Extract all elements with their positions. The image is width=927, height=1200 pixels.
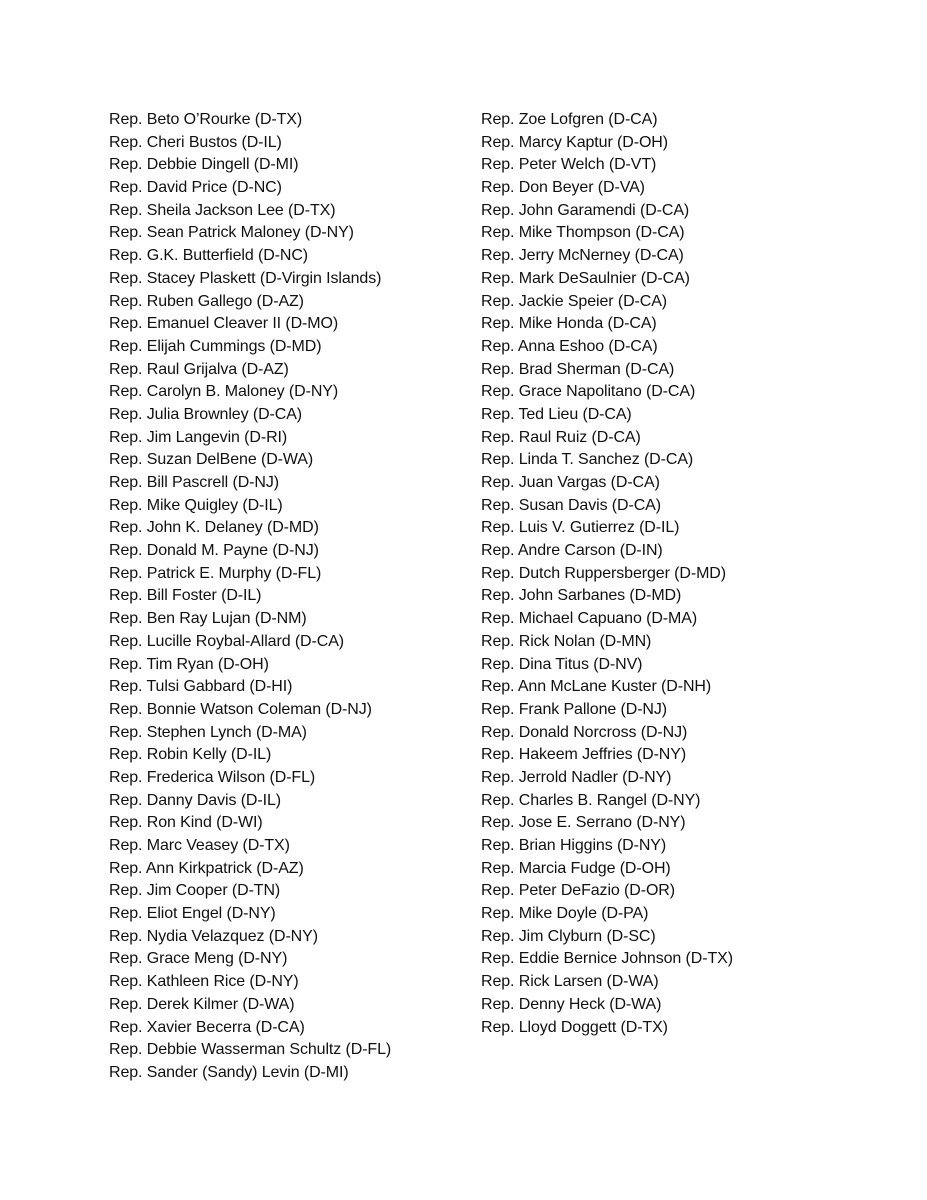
representative-list-item: Rep. G.K. Butterfield (D-NC) xyxy=(109,247,309,265)
representative-list-item: Rep. John K. Delaney (D-MD) xyxy=(109,519,319,537)
representative-list-item: Rep. Stacey Plaskett (D-Virgin Islands) xyxy=(109,269,382,287)
representative-list-item: Rep. David Price (D-NC) xyxy=(109,179,282,197)
representative-list-item: Rep. Rick Larsen (D-WA) xyxy=(481,973,659,991)
representative-list-item: Rep. Donald Norcross (D-NJ) xyxy=(481,723,688,741)
representative-list-item: Rep. Jose E. Serrano (D-NY) xyxy=(481,814,686,832)
representative-list-item: Rep. Dutch Ruppersberger (D-MD) xyxy=(481,564,726,582)
representative-list-item: Rep. Susan Davis (D-CA) xyxy=(481,496,661,514)
representative-list-item: Rep. Danny Davis (D-IL) xyxy=(109,791,281,809)
representative-list-item: Rep. Ruben Gallego (D-AZ) xyxy=(109,292,304,310)
representative-list-item: Rep. Marc Veasey (D-TX) xyxy=(109,837,290,854)
representative-list-item: Rep. Lloyd Doggett (D-TX) xyxy=(481,1018,668,1036)
representative-list-item: Rep. Denny Heck (D-WA) xyxy=(481,995,662,1013)
representative-list-item: Rep. Kathleen Rice (D-NY) xyxy=(109,973,299,991)
representative-list-item: Rep. Nydia Velazquez (D-NY) xyxy=(109,927,318,945)
representative-list-item: Rep. Andre Carson (D-IN) xyxy=(481,542,663,560)
representative-list-item: Rep. Sheila Jackson Lee (D-TX) xyxy=(109,201,336,219)
representative-list-item: Rep. Mike Quigley (D-IL) xyxy=(109,496,283,514)
representative-list-item: Rep. Michael Capuano (D-MA) xyxy=(481,610,698,628)
representative-list-item: Rep. Tulsi Gabbard (D-HI) xyxy=(109,678,293,696)
representative-list-item: Rep. Raul Grijalva (D-AZ) xyxy=(109,360,289,378)
representative-list-item: Rep. Zoe Lofgren (D-CA) xyxy=(481,111,658,128)
representative-list-item: Rep. Mark DeSaulnier (D-CA) xyxy=(481,269,690,287)
representative-list-item: Rep. Grace Napolitano (D-CA) xyxy=(481,383,696,401)
representative-list-item: Rep. Xavier Becerra (D-CA) xyxy=(109,1018,305,1036)
representative-list-item: Rep. Marcy Kaptur (D-OH) xyxy=(481,133,668,151)
representative-list-item: Rep. Raul Ruiz (D-CA) xyxy=(481,428,641,446)
representative-list-item: Rep. Robin Kelly (D-IL) xyxy=(109,746,272,764)
representative-list-item: Rep. Sander (Sandy) Levin (D-MI) xyxy=(109,1063,349,1081)
representative-list-item: Rep. Brad Sherman (D-CA) xyxy=(481,360,675,378)
representative-list-item: Rep. Bonnie Watson Coleman (D-NJ) xyxy=(109,700,372,718)
representative-list-item: Rep. Jim Langevin (D-RI) xyxy=(109,428,288,446)
representative-list-item: Rep. Debbie Dingell (D-MI) xyxy=(109,156,299,174)
representative-list-item: Rep. Bill Foster (D-IL) xyxy=(109,587,262,605)
representative-list-item: Rep. Grace Meng (D-NY) xyxy=(109,950,288,968)
representative-list-item: Rep. John Sarbanes (D-MD) xyxy=(481,587,682,605)
representative-list-item: Rep. Mike Thompson (D-CA) xyxy=(481,224,685,242)
representative-list-item: Rep. Patrick E. Murphy (D-FL) xyxy=(109,564,322,582)
representative-list-item: Rep. Peter DeFazio (D-OR) xyxy=(481,882,675,900)
representative-list-item: Rep. Ron Kind (D-WI) xyxy=(109,814,263,832)
representative-list-item: Rep. Elijah Cummings (D-MD) xyxy=(109,337,322,355)
representative-list-item: Rep. Beto O’Rourke (D-TX) xyxy=(109,111,303,128)
representative-list-item: Rep. Donald M. Payne (D-NJ) xyxy=(109,542,319,560)
representative-list-item: Rep. Derek Kilmer (D-WA) xyxy=(109,995,295,1013)
left-column-list xyxy=(109,109,469,1085)
representative-list-item: Rep. Brian Higgins (D-NY) xyxy=(481,837,667,854)
representative-list-item: Rep. Jim Clyburn (D-SC) xyxy=(481,927,656,945)
representative-list-item: Rep. Frederica Wilson (D-FL) xyxy=(109,768,316,786)
right-column-list xyxy=(481,109,901,1039)
representative-list-item: Rep. Anna Eshoo (D-CA) xyxy=(481,337,658,355)
representative-list-item: Rep. Julia Brownley (D-CA) xyxy=(109,405,303,423)
representative-list-item: Rep. Suzan DelBene (D-WA) xyxy=(109,451,314,469)
representative-list-item: Rep. John Garamendi (D-CA) xyxy=(481,201,690,219)
representative-list-item: Rep. Stephen Lynch (D-MA) xyxy=(109,723,307,741)
representative-list-item: Rep. Dina Titus (D-NV) xyxy=(481,655,643,673)
representative-list-item: Rep. Eddie Bernice Johnson (D-TX) xyxy=(481,950,733,968)
representative-list-item: Rep. Hakeem Jeffries (D-NY) xyxy=(481,746,687,764)
representative-list-item: Rep. Ann Kirkpatrick (D-AZ) xyxy=(109,859,304,877)
representative-list-item: Rep. Don Beyer (D-VA) xyxy=(481,179,645,197)
representative-list-item: Rep. Marcia Fudge (D-OH) xyxy=(481,859,671,877)
representative-list-item: Rep. Peter Welch (D-VT) xyxy=(481,156,657,174)
representative-list-item: Rep. Jackie Speier (D-CA) xyxy=(481,292,668,310)
representative-list-item: Rep. Cheri Bustos (D-IL) xyxy=(109,133,282,151)
representative-list-item: Rep. Mike Doyle (D-PA) xyxy=(481,905,649,923)
representative-list-item: Rep. Carolyn B. Maloney (D-NY) xyxy=(109,383,339,401)
representative-list-item: Rep. Ted Lieu (D-CA) xyxy=(481,405,632,423)
representative-list-item: Rep. Mike Honda (D-CA) xyxy=(481,315,657,333)
representative-list-item: Rep. Ben Ray Lujan (D-NM) xyxy=(109,610,307,628)
representative-list-item: Rep. Jerry McNerney (D-CA) xyxy=(481,247,684,265)
representative-list-item: Rep. Eliot Engel (D-NY) xyxy=(109,905,276,923)
representative-list-item: Rep. Jim Cooper (D-TN) xyxy=(109,882,281,900)
representative-list-item: Rep. Frank Pallone (D-NJ) xyxy=(481,700,668,718)
representative-list-item: Rep. Charles B. Rangel (D-NY) xyxy=(481,791,701,809)
representative-list-item: Rep. Linda T. Sanchez (D-CA) xyxy=(481,451,694,469)
representative-list-item: Rep. Tim Ryan (D-OH) xyxy=(109,655,269,673)
representative-list-item: Rep. Jerrold Nadler (D-NY) xyxy=(481,768,672,786)
representative-list-item: Rep. Bill Pascrell (D-NJ) xyxy=(109,474,279,491)
representative-list-item: Rep. Luis V. Gutierrez (D-IL) xyxy=(481,519,680,537)
representative-list-item: Rep. Debbie Wasserman Schultz (D-FL) xyxy=(109,1041,392,1059)
representative-list-item: Rep. Sean Patrick Maloney (D-NY) xyxy=(109,224,354,242)
representative-list-item: Rep. Ann McLane Kuster (D-NH) xyxy=(481,678,712,696)
representative-list-item: Rep. Rick Nolan (D-MN) xyxy=(481,632,652,650)
representative-list-item: Rep. Juan Vargas (D-CA) xyxy=(481,474,660,491)
representative-list-item: Rep. Lucille Roybal-Allard (D-CA) xyxy=(109,632,344,650)
representative-list-item: Rep. Emanuel Cleaver II (D-MO) xyxy=(109,315,339,333)
